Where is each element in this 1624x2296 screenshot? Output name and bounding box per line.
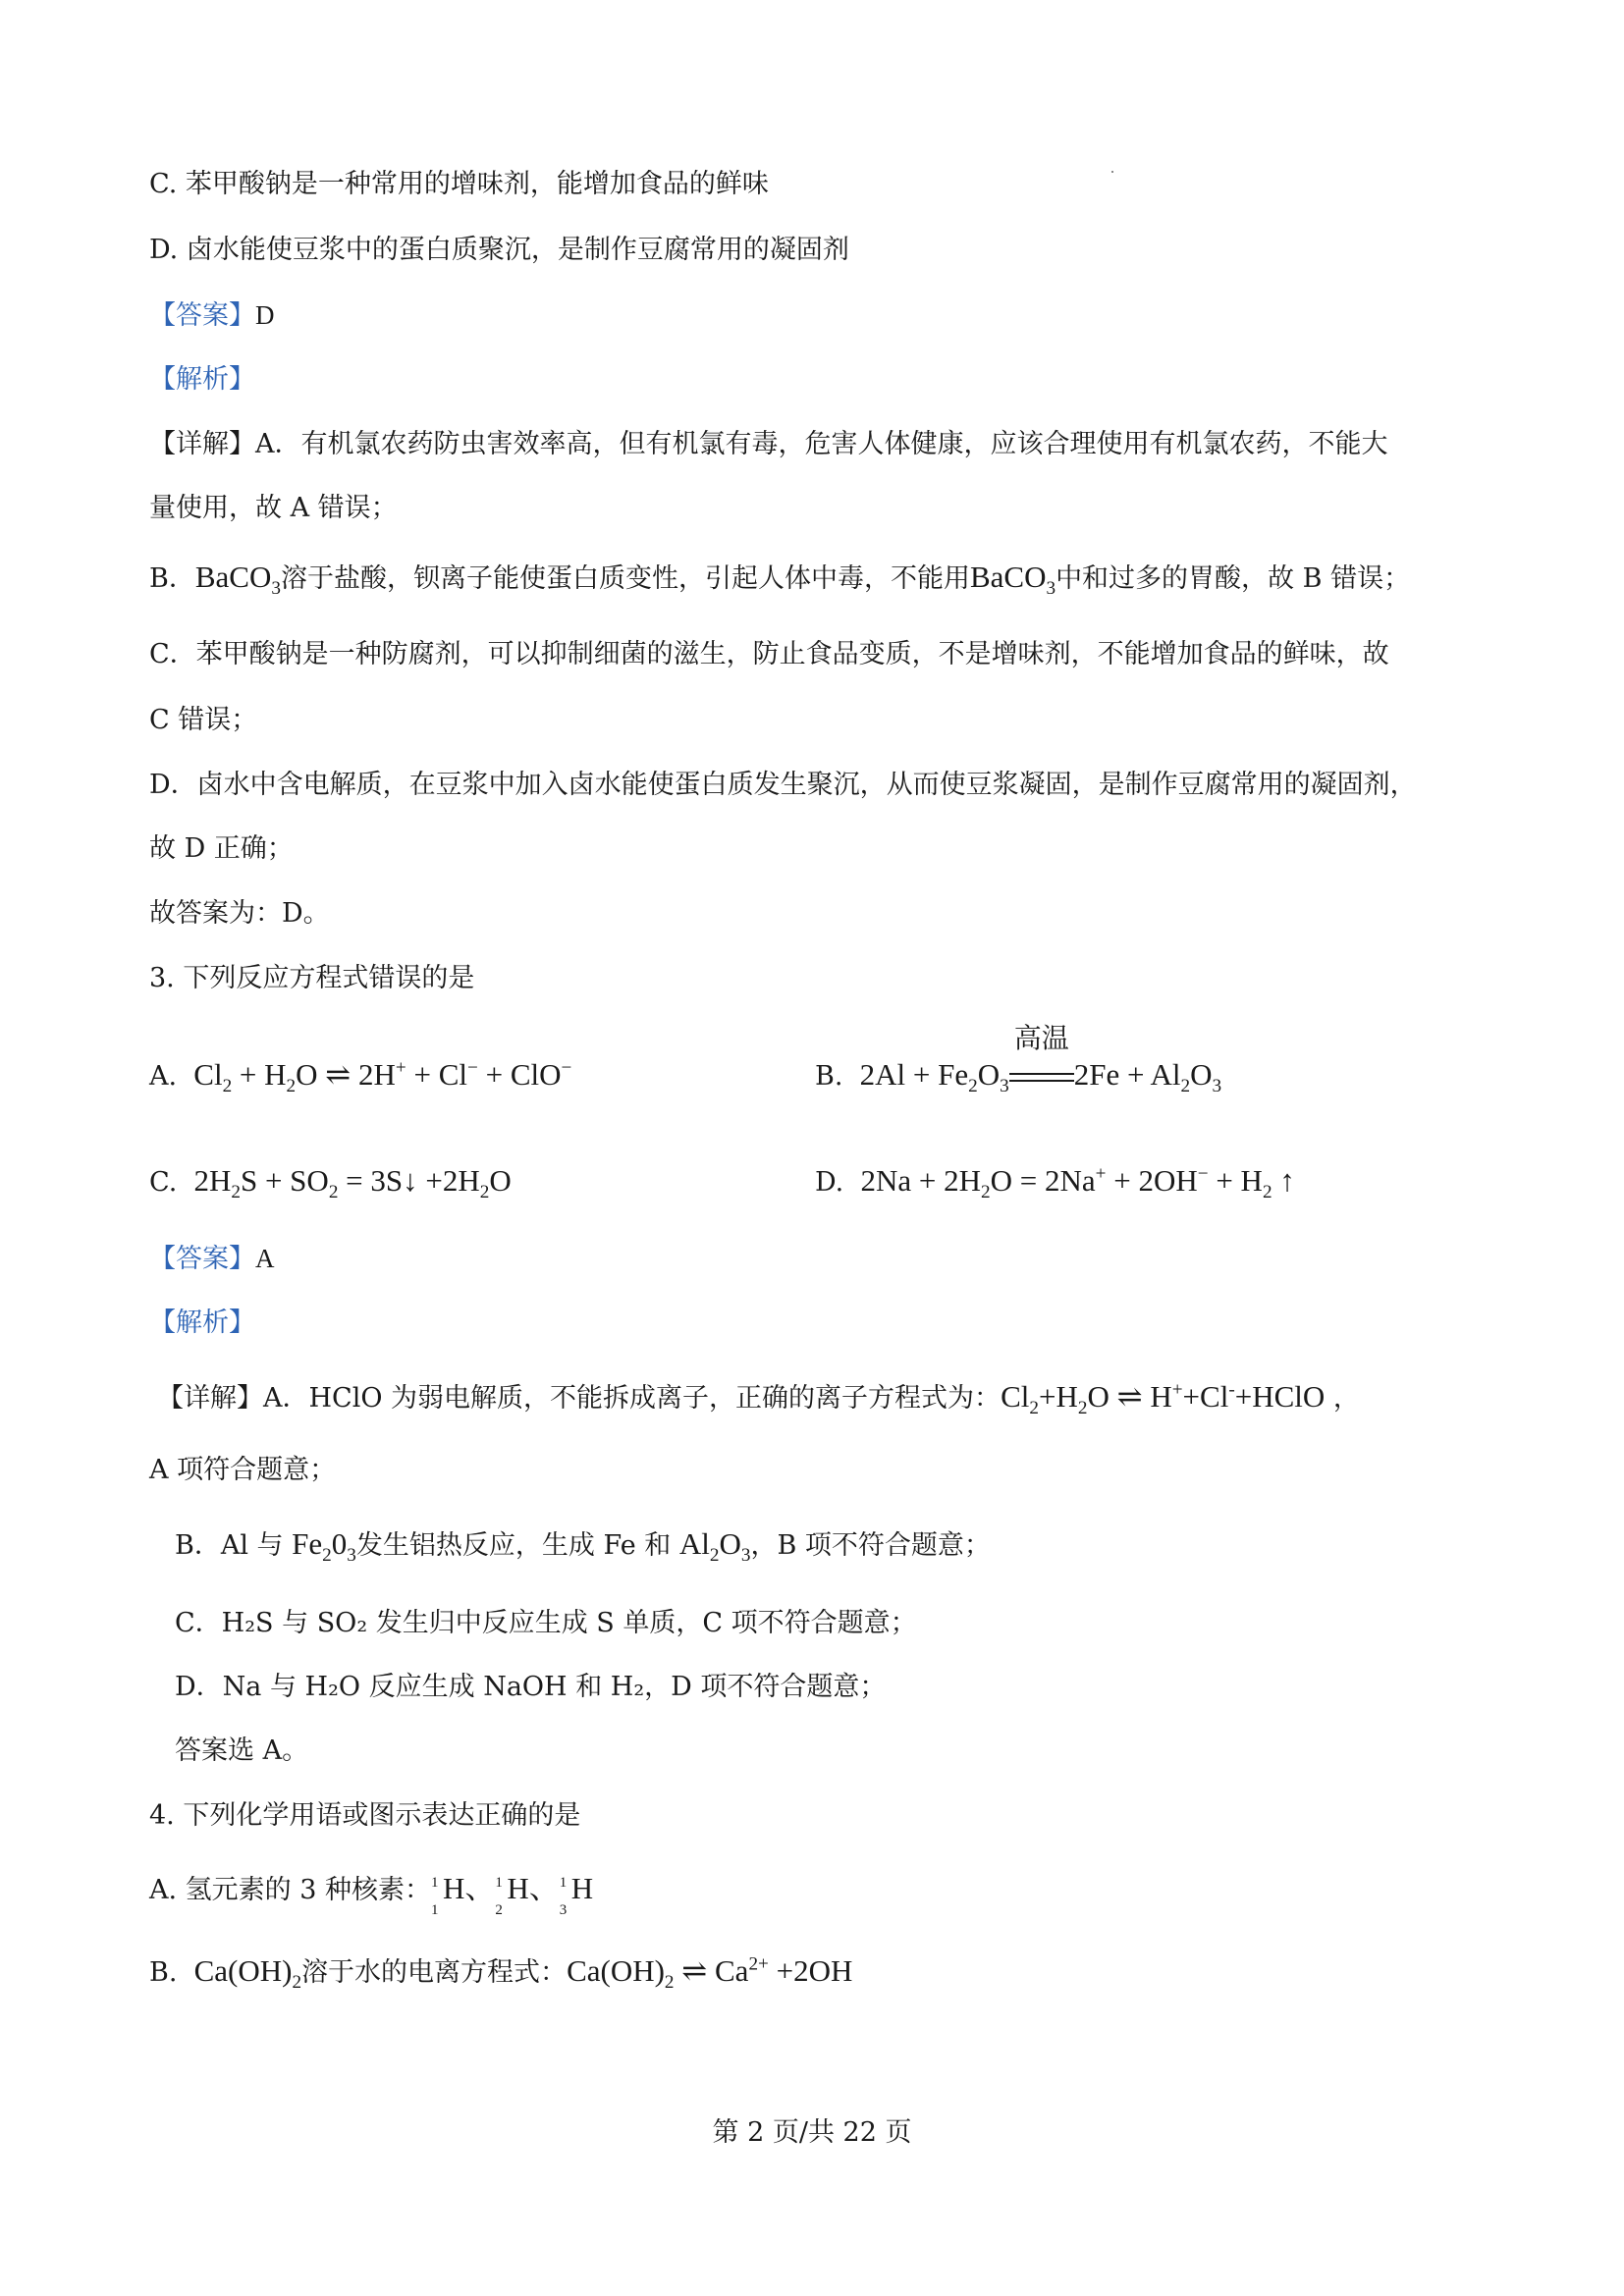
q3-detail-b: B．Al 与 $Fe_20_3$发生铝热反应，生成 Fe 和 $Al_2O_3$，B 项不符合题意； [175,1526,991,1567]
q2-analysis-tag: 【解析】 [149,364,255,395]
q2-detail-c1: C．苯甲酸钠是一种防腐剂，可以抑制细菌的滋生，防止食品变质，不是增味剂，不能增加食品的鲜味，故 [149,639,1389,669]
q3-detail-a1: 【详解】A．HClO 为弱电解质，不能拆成离子，正确的离子方程式为：$Cl_2+H_2O$ ⇌ H++Cl-+HClO ， [157,1379,1360,1419]
q3-detail-d: D．Na 与 H₂O 反应生成 NaOH 和 H₂，D 项不符合题意； [175,1672,887,1702]
page-footer: 第 2 页/共 22 页 [712,2117,912,2148]
q3-option-b: B. $2Al + Fe_2O_3$ 高温 $2Fe + Al_2O_3$ [815,1055,1221,1096]
q2-option-d: D. 卤水能使豆浆中的蛋白质聚沉，是制作豆腐常用的凝固剂 [149,235,849,265]
q2-detail-a1: 【详解】A．有机氯农药防虫害效率高，但有机氯有毒，危害人体健康，应该合理使用有机氯农药，不能大 [149,429,1388,459]
q3-option-a: A. $Cl_2 + H_2O$ ⇌ 2H+ + Cl− + ClO− [149,1057,572,1097]
q3-detail-a2: A 项符合题意； [149,1455,337,1485]
q2-detail-b: B．BaCO$_3$溶于盐酸，钡离子能使蛋白质变性，引起人体中毒，不能用BaCO$_3$中和过多的胃酸，故 B 错误； [149,560,1411,600]
q3-answer: 【答案】A [149,1244,275,1274]
q4-stem: 4. 下列化学用语或图示表达正确的是 [149,1800,581,1831]
q3-conclusion: 答案选 A。 [175,1735,309,1766]
q2-detail-c2: C 错误； [149,705,258,735]
q3-analysis-tag: 【解析】 [149,1308,255,1338]
high-temperature-condition: 高温 [1013,1024,1069,1054]
q4-option-b: B. $Ca(OH)_2$溶于水的电离方程式：$Ca(OH)_2$ ⇌ $Ca^{2+} +2OH$ [149,1953,853,1994]
q2-detail-a2: 量使用，故 A 错误； [149,493,398,523]
q4-option-a: A. 氢元素的 3 种核素： 1 1 H、 1 2 H、 1 3 H [149,1871,594,1918]
q3-option-c: C. $2H_2S + SO_2$ = 3S↓ $+2H_2O$ [149,1163,512,1203]
q2-detail-d1: D．卤水中含电解质，在豆浆中加入卤水能使蛋白质发生聚沉，从而使豆浆凝固，是制作豆腐常用的凝固剂， [149,770,1417,800]
q3-stem: 3. 下列反应方程式错误的是 [149,963,475,993]
answer-tag: 【答案】 [149,1244,255,1274]
q2-detail-d2: 故 D 正确； [149,833,294,864]
q2-conclusion: 故答案为：D。 [149,898,330,929]
answer-tag: 【答案】 [149,300,255,331]
q2-answer: 【答案】D [149,300,275,331]
q3-option-d: D. $2Na + 2H_2O = 2Na^+ + 2OH^- + H_2$ ↑ [815,1163,1295,1203]
q3-detail-c: C．H₂S 与 SO₂ 发生归中反应生成 S 单质，C 项不符合题意； [175,1608,917,1638]
stray-dot [1111,171,1113,173]
q2-option-c: C. 苯甲酸钠是一种常用的增味剂，能增加食品的鲜味 [149,169,769,199]
